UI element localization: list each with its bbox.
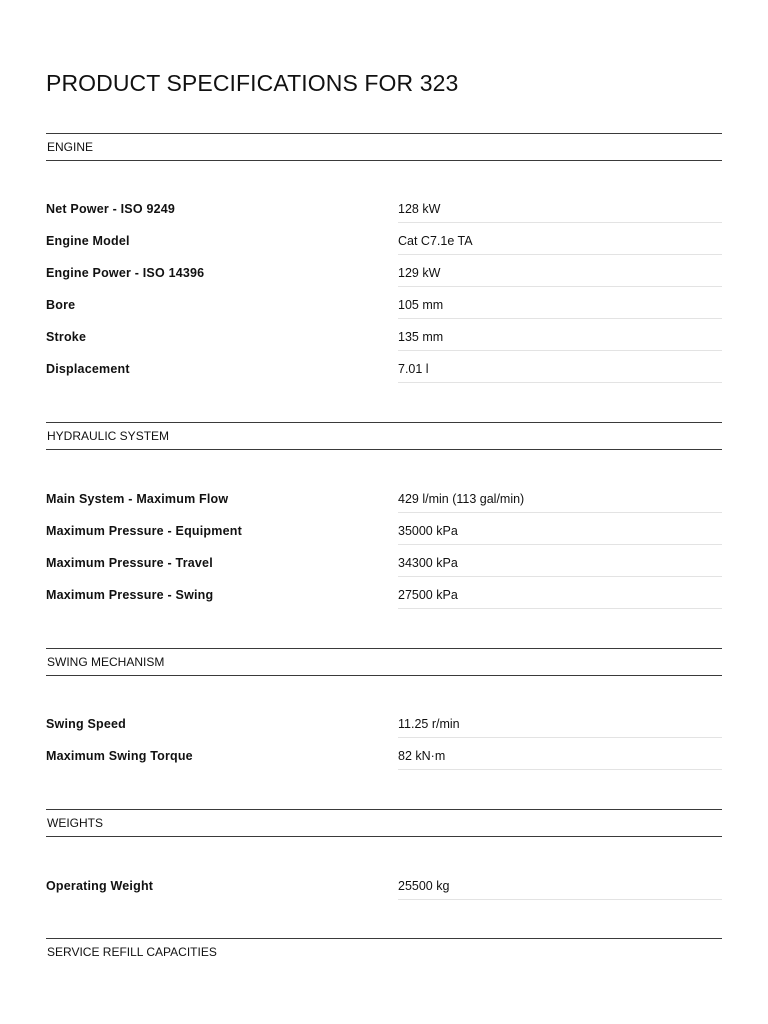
spec-value: 11.25 r/min — [398, 717, 460, 731]
row-divider — [398, 382, 722, 383]
spec-row — [46, 321, 722, 353]
spec-label: Maximum Swing Torque — [46, 749, 193, 763]
spec-row — [46, 225, 722, 257]
spec-label: Maximum Pressure - Travel — [46, 556, 213, 570]
spec-value: 35000 kPa — [398, 524, 458, 538]
spec-row — [46, 515, 722, 547]
row-divider — [398, 576, 722, 577]
section-service-refill-capacities — [46, 938, 722, 966]
section-header: ENGINE — [46, 133, 722, 161]
spec-row — [46, 353, 722, 385]
spec-row — [46, 708, 722, 740]
spec-row — [46, 740, 722, 772]
spec-label: Maximum Pressure - Equipment — [46, 524, 242, 538]
row-divider — [398, 254, 722, 255]
row-divider — [398, 512, 722, 513]
spec-label: Net Power - ISO 9249 — [46, 202, 176, 216]
spec-label: Bore — [46, 298, 76, 312]
page-title: PRODUCT SPECIFICATIONS FOR 323 — [46, 70, 459, 96]
spec-row — [46, 257, 722, 289]
spec-value: 128 kW — [398, 202, 441, 216]
spec-row — [46, 547, 722, 579]
row-divider — [398, 608, 722, 609]
row-divider — [398, 544, 722, 545]
section-weights — [46, 809, 722, 902]
row-divider — [398, 737, 722, 738]
spec-row — [46, 483, 722, 515]
spec-value: 429 l/min (113 gal/min) — [398, 492, 525, 506]
spec-label: Stroke — [46, 330, 87, 344]
spec-value: Cat C7.1e TA — [398, 234, 473, 248]
row-divider — [398, 286, 722, 287]
section-header: SERVICE REFILL CAPACITIES — [46, 938, 722, 966]
spec-label: Main System - Maximum Flow — [46, 492, 229, 506]
spec-label: Operating Weight — [46, 879, 154, 893]
row-divider — [398, 769, 722, 770]
spec-value: 25500 kg — [398, 879, 450, 893]
spec-value: 129 kW — [398, 266, 441, 280]
section-header: SWING MECHANISM — [46, 648, 722, 676]
spec-row — [46, 193, 722, 225]
row-divider — [398, 222, 722, 223]
spec-value: 82 kN·m — [398, 749, 446, 763]
spec-value: 27500 kPa — [398, 588, 458, 602]
spec-label: Swing Speed — [46, 717, 126, 731]
spec-row — [46, 579, 722, 611]
spec-value: 105 mm — [398, 298, 444, 312]
spec-label: Maximum Pressure - Swing — [46, 588, 214, 602]
spec-label: Engine Model — [46, 234, 130, 248]
section-engine — [46, 133, 722, 385]
row-divider — [398, 899, 722, 900]
section-header: HYDRAULIC SYSTEM — [46, 422, 722, 450]
section-swing-mechanism — [46, 648, 722, 772]
spec-label: Engine Power - ISO 14396 — [46, 266, 205, 280]
spec-label: Displacement — [46, 362, 130, 376]
section-header: WEIGHTS — [46, 809, 722, 837]
section-hydraulic-system — [46, 422, 722, 611]
spec-row — [46, 870, 722, 902]
row-divider — [398, 318, 722, 319]
spec-value: 34300 kPa — [398, 556, 458, 570]
spec-row — [46, 289, 722, 321]
row-divider — [398, 350, 722, 351]
spec-value: 135 mm — [398, 330, 444, 344]
spec-value: 7.01 l — [398, 362, 429, 376]
